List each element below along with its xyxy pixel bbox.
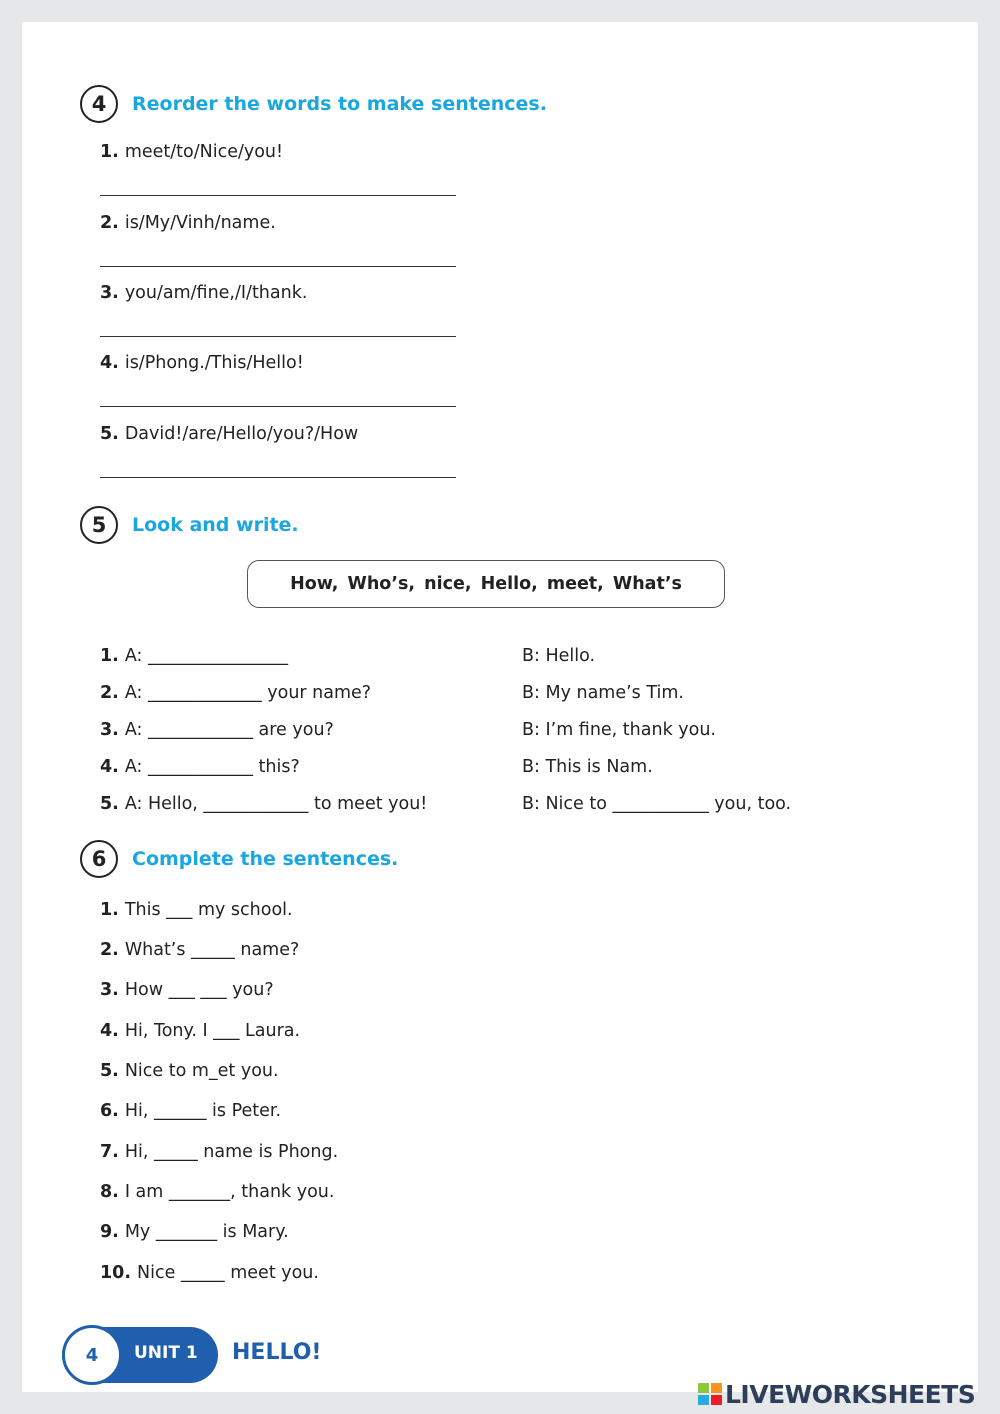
dialogue-a: 5. A: Hello, ____________ to meet you! xyxy=(100,794,428,814)
unit-title: HELLO! xyxy=(232,1340,322,1365)
section-4-item: 3. you/am/fine,/I/thank. xyxy=(100,283,308,303)
section-6-item: 1. This ___ my school. xyxy=(100,900,293,920)
dialogue-b: B: Hello. xyxy=(522,646,596,666)
dialogue-a: 1. A: ________________ xyxy=(100,646,288,666)
word-box: How, Who’s, nice, Hello, meet, What’s xyxy=(247,560,725,608)
section-5-number: 5 xyxy=(80,506,118,544)
answer-line[interactable] xyxy=(100,266,456,267)
section-4-item: 4. is/Phong./This/Hello! xyxy=(100,353,304,373)
page-number: 4 xyxy=(62,1325,122,1385)
dialogue-b: B: Nice to ___________ you, too. xyxy=(522,794,792,814)
liveworksheets-brand xyxy=(698,1378,975,1410)
section-4-item: 5. David!/are/Hello/you?/How xyxy=(100,424,359,444)
section-6-title: Complete the sentences. xyxy=(132,848,399,870)
section-6-item: 4. Hi, Tony. I ___ Laura. xyxy=(100,1021,301,1041)
section-4-item: 1. meet/to/Nice/you! xyxy=(100,142,284,162)
section-4-header xyxy=(80,85,547,123)
answer-line[interactable] xyxy=(100,406,456,407)
dialogue-a: 4. A: ____________ this? xyxy=(100,757,300,777)
unit-label: UNIT 1 xyxy=(134,1343,198,1363)
worksheet-page xyxy=(22,22,978,1392)
brand-name: LIVEWORKSHEETS xyxy=(725,1379,976,1409)
section-4-title: Reorder the words to make sentences. xyxy=(132,93,547,115)
section-6-item: 9. My _______ is Mary. xyxy=(100,1222,289,1242)
section-6-item: 6. Hi, ______ is Peter. xyxy=(100,1101,282,1121)
answer-line[interactable] xyxy=(100,336,456,337)
answer-line[interactable] xyxy=(100,477,456,478)
section-6-item: 2. What’s _____ name? xyxy=(100,940,300,960)
dialogue-b: B: This is Nam. xyxy=(522,757,653,777)
dialogue-b: B: I’m fine, thank you. xyxy=(522,720,716,740)
dialogue-b: B: My name’s Tim. xyxy=(522,683,684,703)
section-4-number: 4 xyxy=(80,85,118,123)
section-6-item: 8. I am _______, thank you. xyxy=(100,1182,335,1202)
section-6-item: 3. How ___ ___ you? xyxy=(100,980,274,1000)
liveworksheets-logo-icon xyxy=(698,1383,722,1405)
section-6-item: 10. Nice _____ meet you. xyxy=(100,1263,319,1283)
section-4-item: 2. is/My/Vinh/name. xyxy=(100,213,276,233)
dialogue-a: 2. A: _____________ your name? xyxy=(100,683,372,703)
section-5-title: Look and write. xyxy=(132,514,299,536)
section-6-item: 5. Nice to m_et you. xyxy=(100,1061,279,1081)
section-6-number: 6 xyxy=(80,840,118,878)
section-6-item: 7. Hi, _____ name is Phong. xyxy=(100,1142,339,1162)
section-6-header xyxy=(80,840,398,878)
dialogue-a: 3. A: ____________ are you? xyxy=(100,720,334,740)
answer-line[interactable] xyxy=(100,195,456,196)
section-5-header xyxy=(80,506,299,544)
